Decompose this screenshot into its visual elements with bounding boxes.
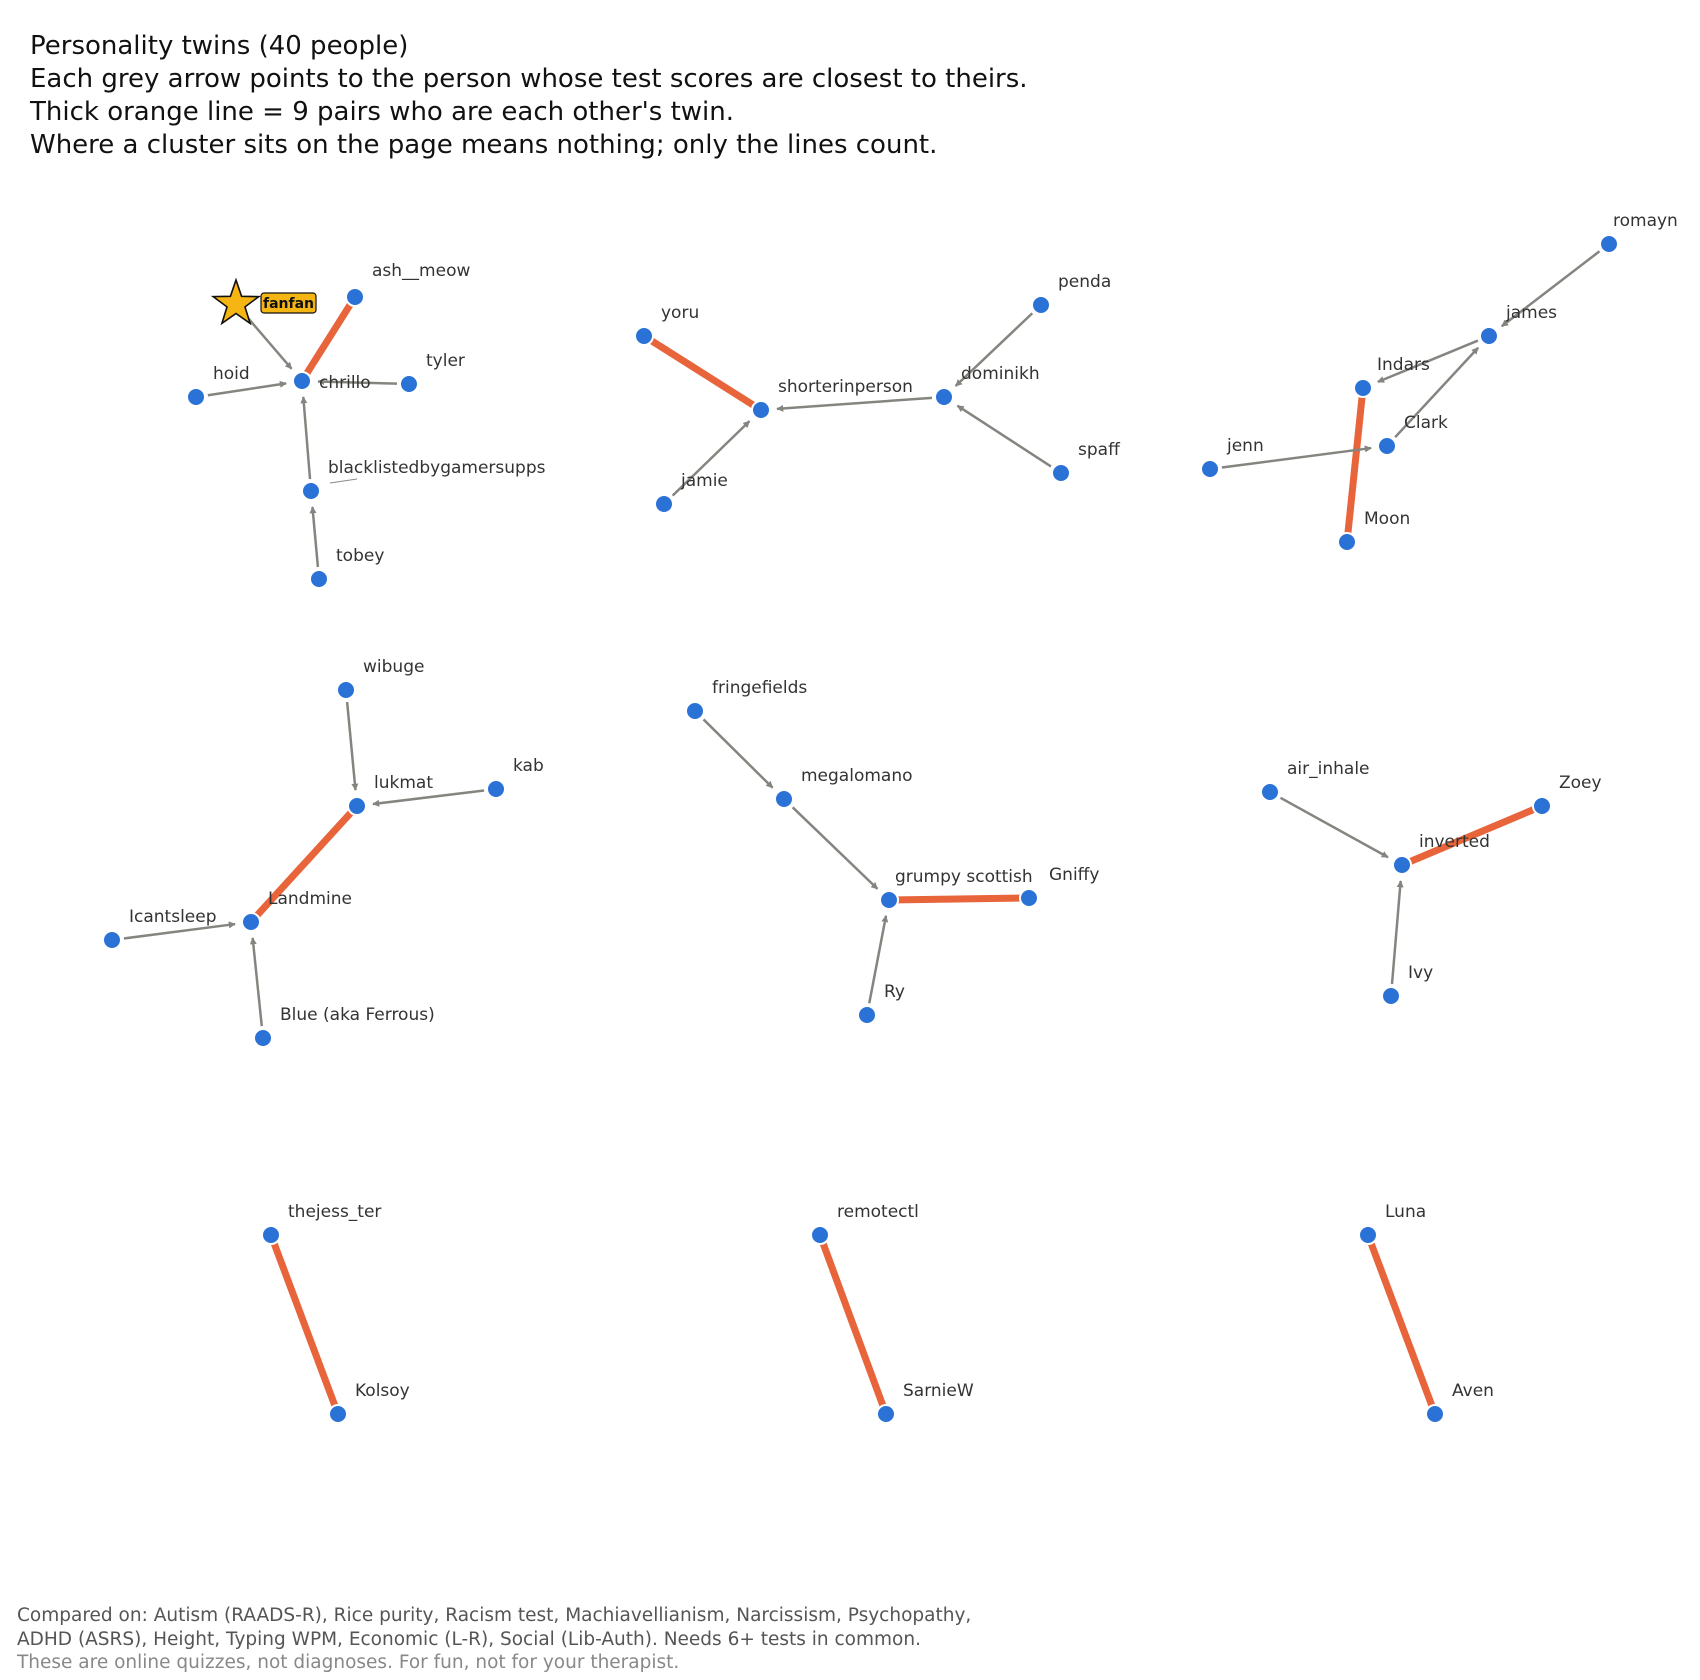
person-label-landmine: Landmine: [268, 889, 352, 909]
person-label-luna: Luna: [1385, 1202, 1427, 1222]
person-label-gniffy: Gniffy: [1049, 865, 1100, 885]
footer-notes: [17, 1604, 971, 1675]
mutual-twin-edge-remotectl-sarniew: [820, 1235, 886, 1414]
person-label-megalomano: megalomano: [801, 766, 913, 786]
highlighted-person-label: fanfan: [262, 296, 315, 312]
person-label-shorterinperson: shorterinperson: [778, 377, 913, 397]
person-label-tobey: tobey: [336, 546, 385, 566]
person-node-clark[interactable]: [1378, 437, 1396, 455]
person-label-ash-meow: ash__meow: [372, 261, 471, 281]
person-label-lukmat: lukmat: [374, 773, 433, 793]
closest-match-arrow-dominikh-to-shorterinperson: [777, 398, 932, 409]
person-node-lukmat[interactable]: [348, 797, 366, 815]
person-label-romayn: romayn: [1613, 211, 1678, 231]
person-node-luna[interactable]: [1359, 1226, 1377, 1244]
person-label-fringefields: fringefields: [712, 678, 808, 698]
person-label-james: james: [1506, 303, 1558, 323]
nodes-layer: [103, 235, 1618, 1423]
person-label-air-inhale: air_inhale: [1287, 759, 1370, 779]
person-label-zoey: Zoey: [1559, 773, 1602, 793]
person-node-jenn[interactable]: [1201, 460, 1219, 478]
person-label-icantsleep: Icantsleep: [129, 907, 217, 927]
person-label-kolsoy: Kolsoy: [355, 1381, 410, 1401]
person-node-zoey[interactable]: [1533, 797, 1551, 815]
person-node-ivy[interactable]: [1382, 987, 1400, 1005]
person-node-remotectl[interactable]: [811, 1226, 829, 1244]
person-label-tyler: tyler: [426, 351, 465, 371]
person-label-ry: Ry: [884, 982, 905, 1002]
person-node-jamie[interactable]: [655, 495, 673, 513]
person-label-ivy: Ivy: [1408, 963, 1434, 983]
person-node-blue-aka-ferrous[interactable]: [254, 1029, 272, 1047]
person-label-indars: Indars: [1377, 355, 1430, 375]
person-label-jenn: jenn: [1227, 436, 1264, 456]
person-node-tobey[interactable]: [310, 570, 328, 588]
person-node-landmine[interactable]: [242, 913, 260, 931]
person-label-grumpy-scottish: grumpy scottish: [895, 867, 1033, 887]
person-label-remotectl: remotectl: [837, 1202, 919, 1222]
person-node-ash-meow[interactable]: [346, 288, 364, 306]
person-node-moon[interactable]: [1338, 533, 1356, 551]
person-node-wibuge[interactable]: [337, 681, 355, 699]
closest-match-arrow-megalomano-to-grumpy-scottish: [793, 807, 878, 889]
closest-match-arrow-tobey-to-blacklistedbygamersupps: [312, 507, 317, 567]
closest-match-arrow-hoid-to-chrillo: [208, 383, 286, 395]
person-node-air-inhale[interactable]: [1261, 783, 1279, 801]
title-line-2: Each grey arrow points to the person whose test scores are closest to theirs.: [30, 64, 1028, 94]
person-label-sarniew: SarnieW: [903, 1381, 974, 1401]
footer-line-2: ADHD (ASRS), Height, Typing WPM, Economic (L-R), Social (Lib-Auth). Needs 6+ tests in common.: [17, 1628, 921, 1650]
person-node-grumpy-scottish[interactable]: [880, 891, 898, 909]
person-node-aven[interactable]: [1426, 1405, 1444, 1423]
person-node-fringefields[interactable]: [686, 702, 704, 720]
person-node-ry[interactable]: [858, 1006, 876, 1024]
person-label-blue-aka-ferrous: Blue (aka Ferrous): [280, 1005, 435, 1025]
highlighted-person-star-icon[interactable]: [213, 280, 259, 323]
person-node-kab[interactable]: [487, 780, 505, 798]
person-label-hoid: hoid: [213, 364, 250, 384]
person-label-jamie: jamie: [681, 471, 728, 491]
title-line-1: Personality twins (40 people): [30, 31, 409, 61]
person-node-gniffy[interactable]: [1020, 889, 1038, 907]
person-node-megalomano[interactable]: [775, 790, 793, 808]
footer-disclaimer: These are online quizzes, not diagnoses. For fun, not for your therapist.: [17, 1652, 680, 1673]
footer-line-1: Compared on: Autism (RAADS-R), Rice purity, Racism test, Machiavellianism, Narcissism, Psychopathy,: [17, 1605, 972, 1626]
closest-match-arrow-blacklistedbygamersupps-to-chrillo: [303, 397, 310, 479]
closest-match-arrow-blue-aka-ferrous-to-landmine: [253, 938, 262, 1026]
edges-layer: [124, 251, 1600, 1414]
person-label-wibuge: wibuge: [363, 657, 425, 677]
person-node-hoid[interactable]: [187, 388, 205, 406]
closest-match-arrow-ivy-to-inverted: [1392, 881, 1401, 984]
title-line-3: Thick orange line = 9 pairs who are each other's twin.: [30, 97, 735, 127]
closest-match-arrow-fanfan-to-chrillo: [248, 318, 292, 369]
label-leader-line: [330, 479, 357, 483]
mutual-twin-edge-indars-moon: [1347, 388, 1363, 542]
mutual-twin-edge-luna-aven: [1368, 1235, 1435, 1414]
person-node-dominikh[interactable]: [935, 388, 953, 406]
person-node-icantsleep[interactable]: [103, 931, 121, 949]
person-label-penda: penda: [1058, 272, 1112, 292]
person-node-indars[interactable]: [1354, 379, 1372, 397]
mutual-twin-edge-yoru-shorterinperson: [644, 336, 761, 410]
person-node-yoru[interactable]: [635, 327, 653, 345]
person-node-blacklistedbygamersupps[interactable]: [302, 482, 320, 500]
person-node-chrillo[interactable]: [293, 372, 311, 390]
mutual-twin-edge-thejess-ter-kolsoy: [271, 1235, 338, 1414]
person-label-blacklistedbygamersupps: blacklistedbygamersupps: [328, 458, 546, 478]
person-node-shorterinperson[interactable]: [752, 401, 770, 419]
person-label-kab: kab: [513, 756, 544, 776]
person-label-chrillo: chrillo: [319, 373, 371, 393]
person-label-inverted: inverted: [1419, 832, 1490, 852]
person-label-yoru: yoru: [661, 303, 700, 323]
person-label-moon: Moon: [1364, 509, 1411, 529]
person-node-penda[interactable]: [1032, 296, 1050, 314]
person-node-romayn[interactable]: [1600, 235, 1618, 253]
person-label-dominikh: dominikh: [961, 364, 1040, 384]
title-line-4: Where a cluster sits on the page means nothing; only the lines count.: [30, 130, 938, 160]
person-label-clark: Clark: [1404, 413, 1448, 433]
person-node-thejess-ter[interactable]: [262, 1226, 280, 1244]
person-node-kolsoy[interactable]: [329, 1405, 347, 1423]
closest-match-arrow-air-inhale-to-inverted: [1281, 798, 1388, 857]
person-label-spaff: spaff: [1078, 440, 1120, 460]
person-node-tyler[interactable]: [400, 375, 418, 393]
closest-match-arrow-wibuge-to-lukmat: [347, 702, 355, 790]
person-node-spaff[interactable]: [1052, 464, 1070, 482]
person-node-sarniew[interactable]: [877, 1405, 895, 1423]
person-label-aven: Aven: [1452, 1381, 1494, 1401]
mutual-twin-edge-grumpy-scottish-gniffy: [889, 898, 1029, 900]
person-node-inverted[interactable]: [1393, 856, 1411, 874]
closest-match-arrow-fringefields-to-megalomano: [704, 719, 773, 787]
person-label-thejess-ter: thejess_ter: [288, 1202, 382, 1222]
person-node-james[interactable]: [1480, 327, 1498, 345]
closest-match-arrow-spaff-to-dominikh: [957, 406, 1051, 467]
